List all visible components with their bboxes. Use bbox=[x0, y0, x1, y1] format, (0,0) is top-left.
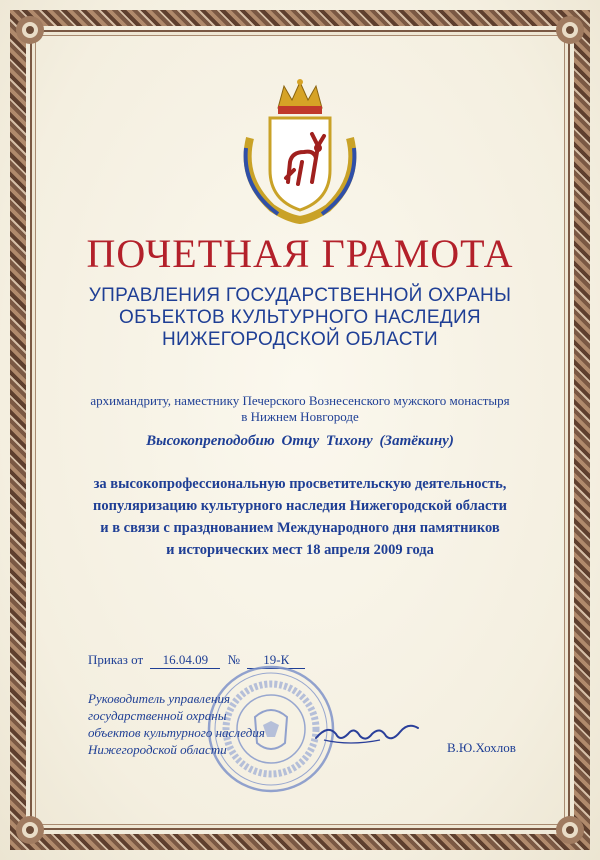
organization-line: ОБЪЕКТОВ КУЛЬТУРНОГО НАСЛЕДИЯ bbox=[119, 307, 481, 328]
organization-line: УПРАВЛЕНИЯ ГОСУДАРСТВЕННОЙ ОХРАНЫ bbox=[88, 285, 512, 306]
reason-line: и в связи с празднованием Международного дня памятников bbox=[100, 520, 500, 536]
signatory-title bbox=[88, 690, 298, 758]
recipient-description-line: архимандриту, наместнику Печерского Вознесенского мужского монастыря bbox=[90, 393, 510, 408]
corner-ornament-icon bbox=[8, 808, 52, 852]
reason-line: за высокопрофессиональную просветительскую деятельность, bbox=[93, 476, 507, 492]
corner-ornament-icon bbox=[8, 8, 52, 52]
signatory-name: В.Ю.Хохлов bbox=[447, 740, 516, 755]
signatory-title-line: объектов культурного наследия bbox=[88, 725, 265, 740]
reason-line: и исторических мест 18 апреля 2009 года bbox=[166, 542, 434, 558]
certificate-title: ПОЧЕТНАЯ ГРАМОТА bbox=[86, 231, 514, 276]
signatory-title-line: Руководитель управления bbox=[88, 691, 231, 706]
order-number-label: № bbox=[227, 652, 241, 667]
order-number: 19-К bbox=[247, 652, 305, 669]
recipient-name: Высокопреподобию Отцу Тихону (Затёкину) bbox=[146, 433, 454, 449]
signatory-title-line: Нижегородской области bbox=[88, 742, 227, 757]
signatory-title-line: государственной охраны bbox=[88, 708, 227, 723]
order-date: 16.04.09 bbox=[150, 652, 220, 669]
coat-of-arms-deer-icon bbox=[232, 78, 368, 228]
organization-line: НИЖЕГОРОДСКОЙ ОБЛАСТИ bbox=[162, 329, 438, 350]
issuing-organization bbox=[60, 285, 540, 351]
corner-ornament-icon bbox=[548, 808, 592, 852]
recipient-description bbox=[60, 393, 540, 425]
reason-line: популяризацию культурного наследия Нижегородской области bbox=[93, 498, 507, 514]
recipient-description-line: в Нижнем Новгороде bbox=[241, 409, 359, 424]
order-label: Приказ от bbox=[88, 652, 144, 667]
award-reason bbox=[70, 473, 530, 561]
handwritten-signature bbox=[310, 712, 425, 752]
corner-ornament-icon bbox=[548, 8, 592, 52]
